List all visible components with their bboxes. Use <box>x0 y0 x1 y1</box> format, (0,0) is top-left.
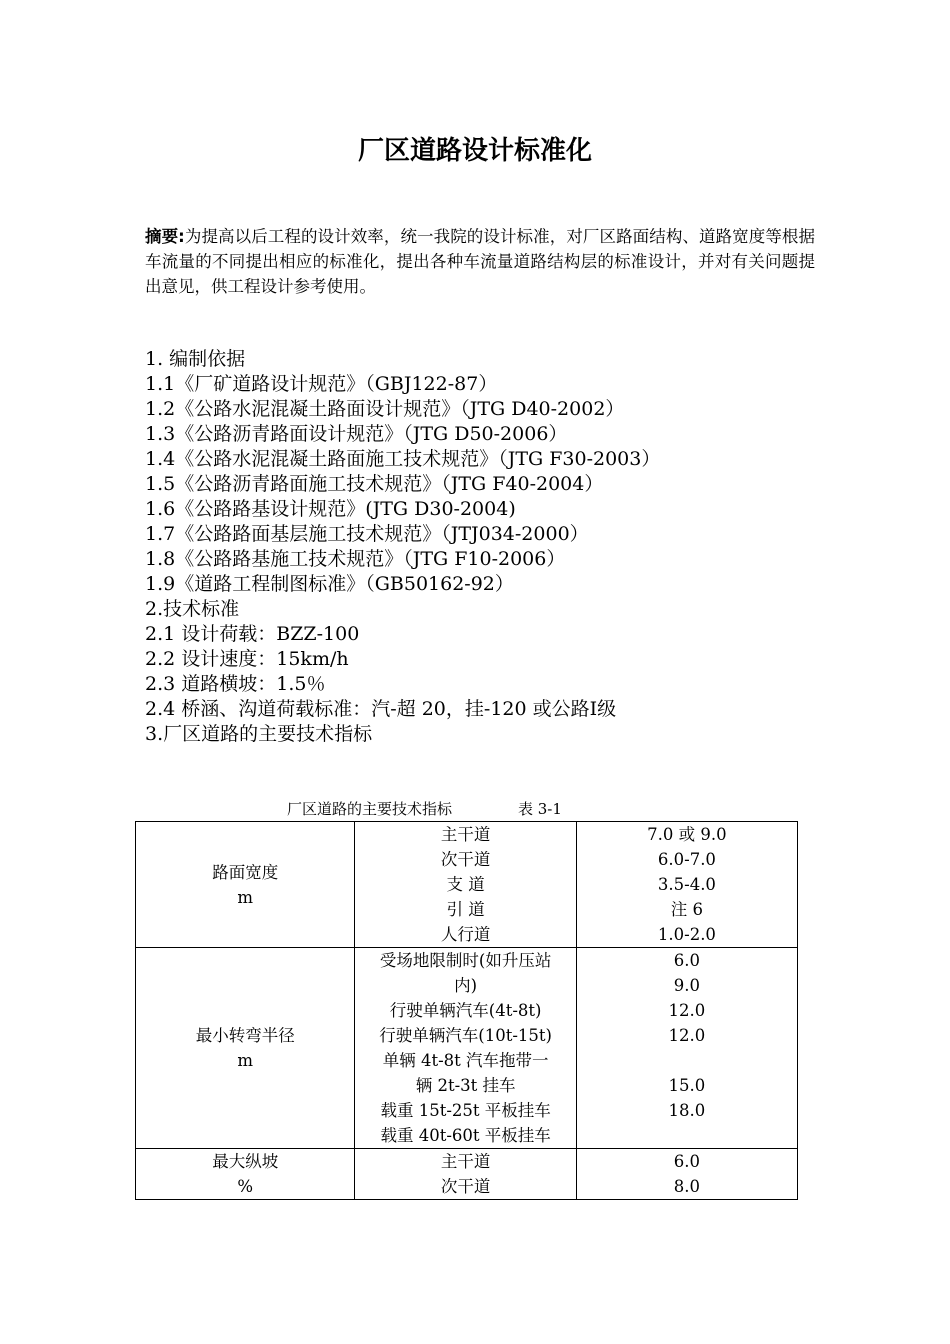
table-row <box>136 1149 798 1200</box>
standard-item: 2.1 设计荷载：BZZ-100 <box>145 623 360 645</box>
table-row <box>136 822 798 948</box>
reference-item: 1.7《公路路面基层施工技术规范》（JTJ034-2000） <box>145 523 589 545</box>
section-heading-basis: 1. 编制依据 <box>145 348 246 370</box>
reference-item: 1.8《公路路基施工技术规范》（JTG F10-2006） <box>145 548 566 570</box>
group-name-cell: 最大纵坡 % <box>136 1149 355 1200</box>
basis-and-standards-section <box>145 347 845 747</box>
group-values-cell: 6.0 8.0 <box>576 1149 797 1200</box>
reference-item: 1.3《公路沥青路面设计规范》（JTG D50-2006） <box>145 423 568 445</box>
group-items-cell: 主干道 次干道 支 道 引 道 人行道 <box>355 822 576 948</box>
group-values-cell: 7.0 或 9.0 6.0-7.0 3.5-4.0 注 6 1.0-2.0 <box>576 822 797 948</box>
abstract-label: 摘要: <box>145 227 185 246</box>
abstract-text: 为提高以后工程的设计效率，统一我院的设计标准，对厂区路面结构、道路宽度等根据车流量的不同提出相应的标准化，提出各种车流量道路结构层的标准设计，并对有关问题提出意见，供工程设计参考使用。 <box>145 227 816 296</box>
standard-item: 2.3 道路横坡：1.5％ <box>145 673 326 695</box>
reference-item: 1.2《公路水泥混凝土路面设计规范》（JTG D40-2002） <box>145 398 625 420</box>
group-items-cell: 受场地限制时(如升压站 内) 行驶单辆汽车(4t-8t) 行驶单辆汽车(10t-15t) 单辆 4t-8t 汽车拖带一 辆 2t-3t 挂车 载重 15t-25t 平板挂车 载重 40t-60t 平板挂车 <box>355 948 576 1149</box>
standard-item: 2.4 桥涵、沟道荷载标准：汽-超 20，挂-120 或公路Ⅰ级 <box>145 698 617 720</box>
reference-item: 1.9《道路工程制图标准》（GB50162-92） <box>145 573 514 595</box>
abstract-paragraph <box>145 224 815 299</box>
reference-item: 1.6《公路路基设计规范》(JTG D30-2004) <box>145 498 516 520</box>
table-row <box>136 948 798 1149</box>
group-items-cell: 主干道 次干道 <box>355 1149 576 1200</box>
page-title: 厂区道路设计标准化 <box>357 136 592 166</box>
section-heading-standards: 2.技术标准 <box>145 598 240 620</box>
reference-item: 1.1《厂矿道路设计规范》（GBJ122-87） <box>145 373 498 395</box>
reference-item: 1.5《公路沥青路面施工技术规范》（JTG F40-2004） <box>145 473 604 495</box>
group-name-cell: 路面宽度 m <box>136 822 355 948</box>
table-number: 表 3-1 <box>518 800 562 818</box>
group-name-cell: 最小转弯半径 m <box>136 948 355 1149</box>
technical-indicators-table <box>135 821 798 1200</box>
group-values-cell: 6.0 9.0 12.0 12.0 15.0 18.0 <box>576 948 797 1149</box>
section-heading-indicators: 3.厂区道路的主要技术指标 <box>145 723 373 745</box>
standard-item: 2.2 设计速度：15km/h <box>145 648 349 670</box>
table-caption-title: 厂区道路的主要技术指标 <box>287 800 453 818</box>
reference-item: 1.4《公路水泥混凝土路面施工技术规范》（JTG F30-2003） <box>145 448 661 470</box>
